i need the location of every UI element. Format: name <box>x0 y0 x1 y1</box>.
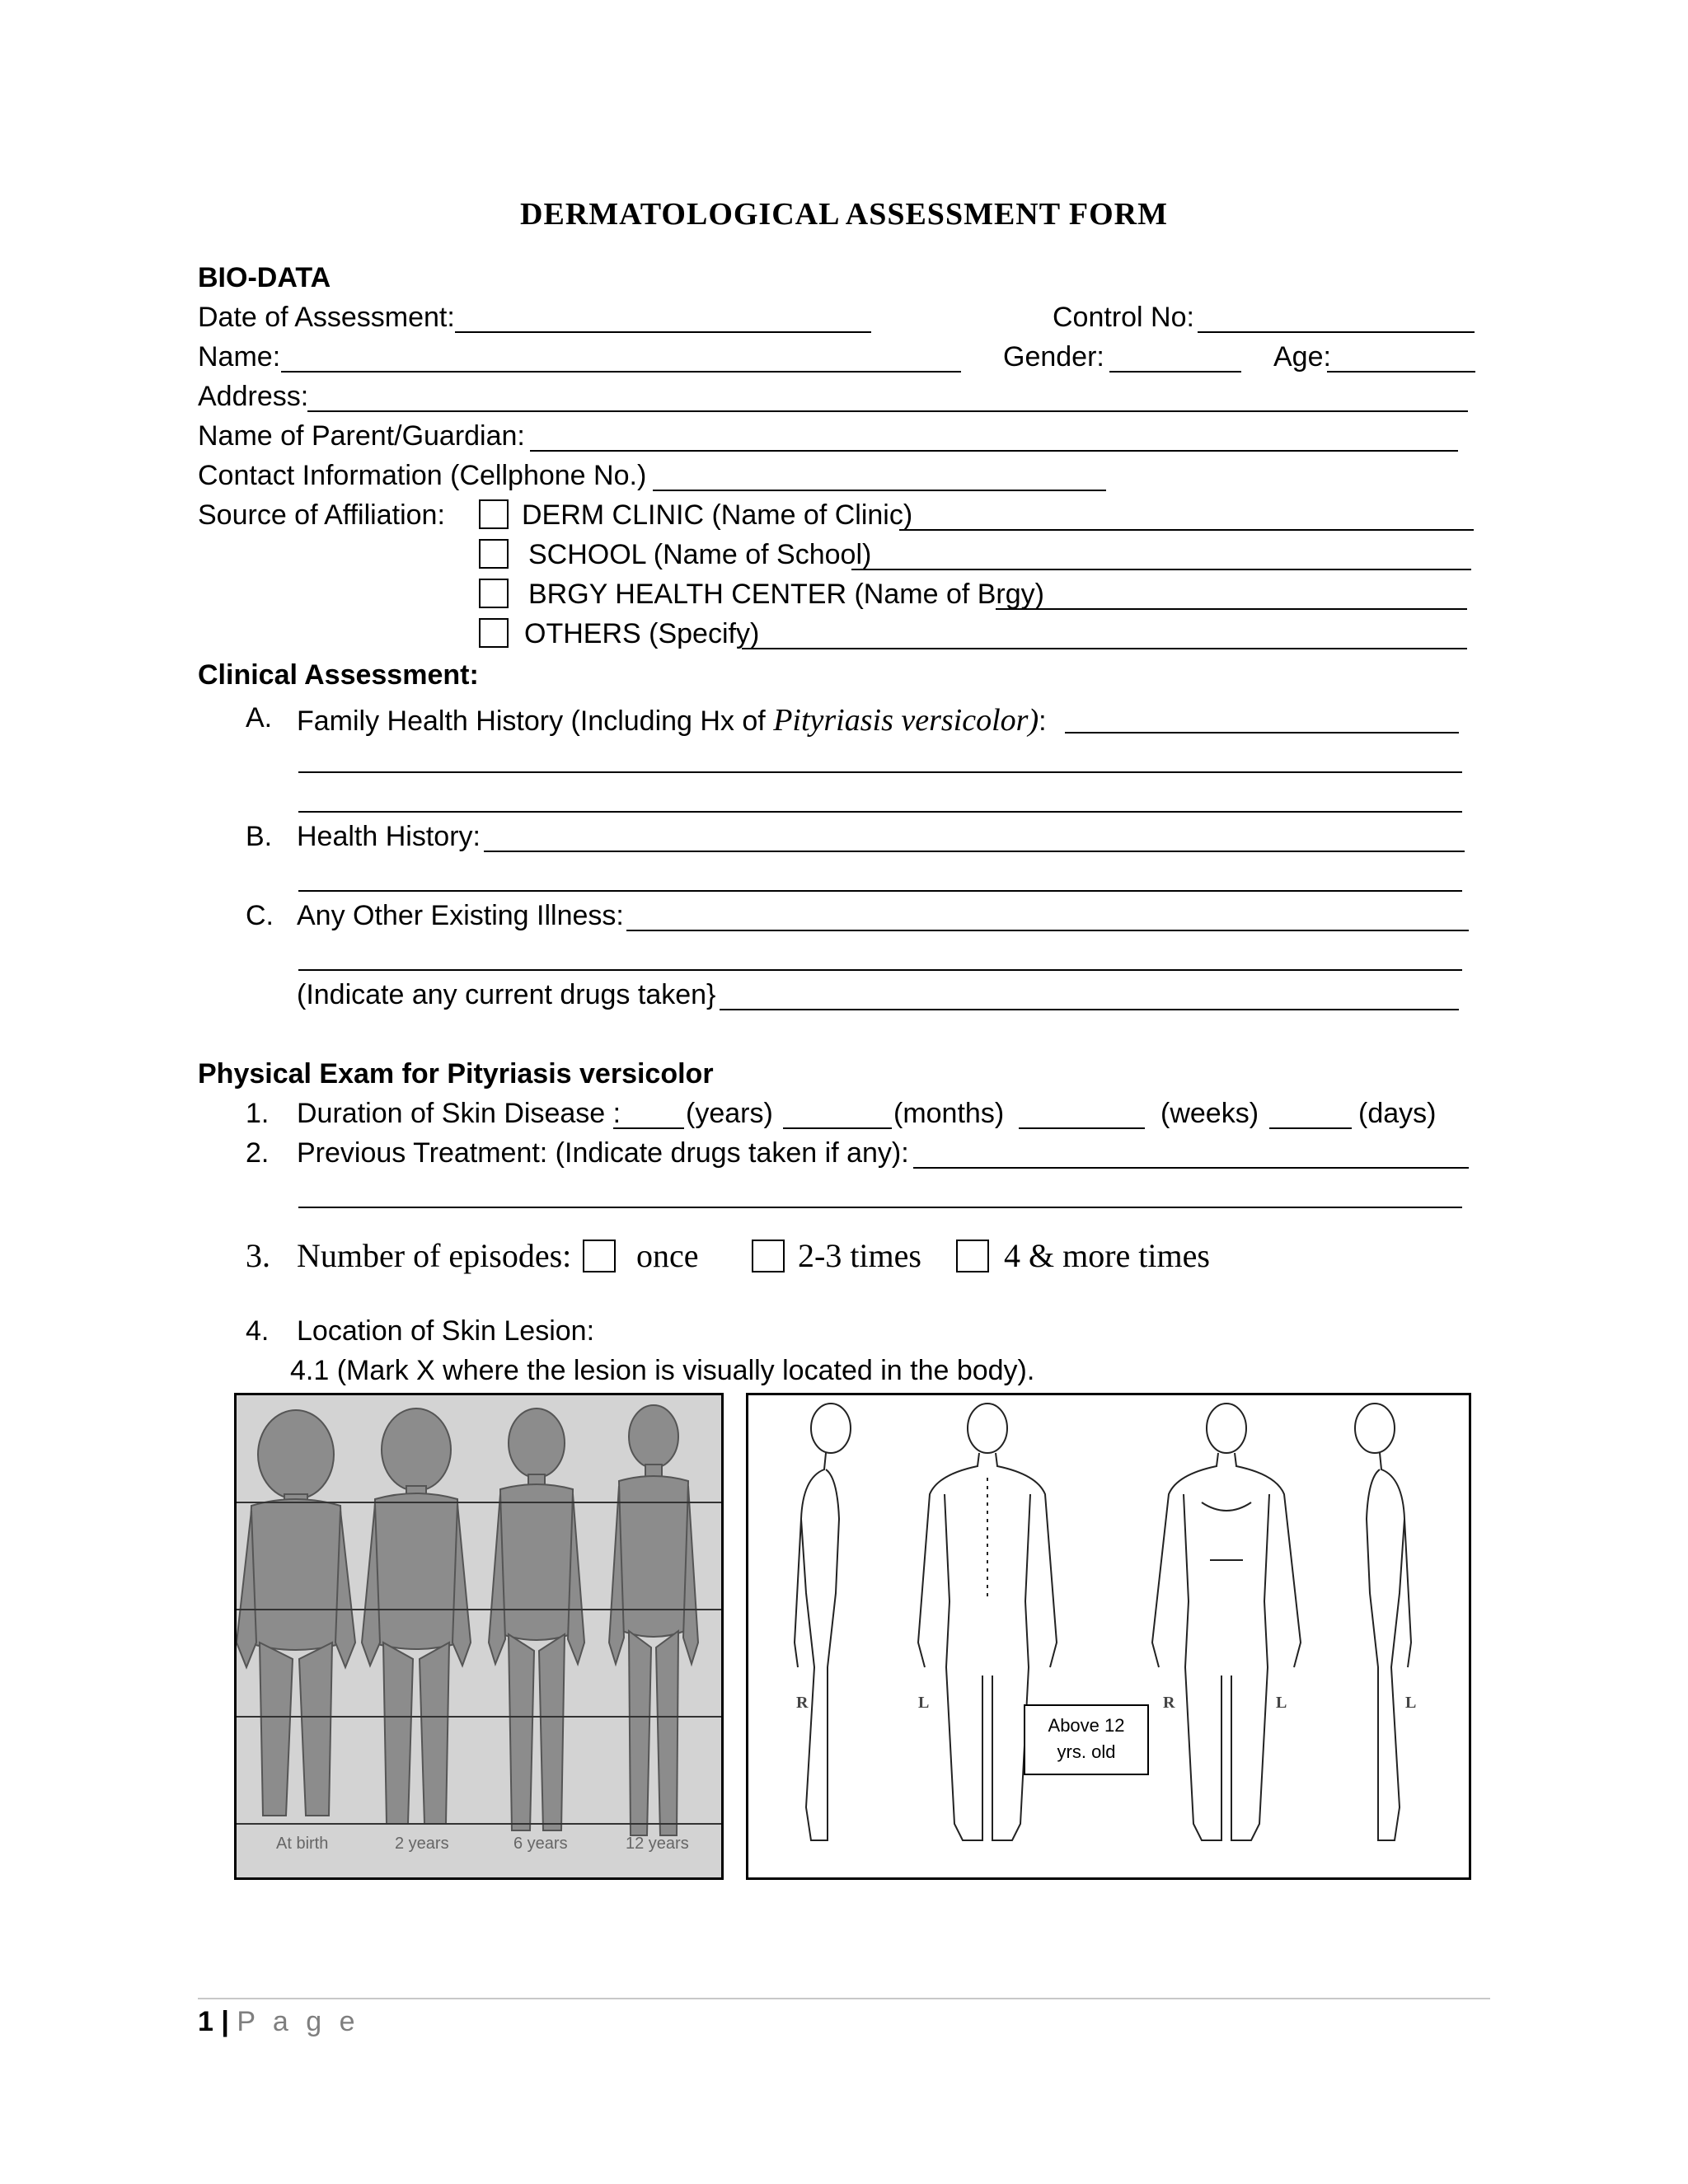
form-title: DERMATOLOGICAL ASSESSMENT FORM <box>520 197 1168 232</box>
derm-clinic-checkbox[interactable] <box>479 499 509 529</box>
page-separator: | <box>221 2006 229 2037</box>
child-body-illustration <box>237 1395 721 1877</box>
item-a-letter: A. <box>246 702 273 733</box>
episodes-once-label: once <box>636 1237 699 1274</box>
family-history-line-3[interactable] <box>298 811 1462 813</box>
family-history-field[interactable] <box>1065 732 1459 733</box>
source-label: Source of Affiliation: <box>198 499 445 531</box>
above-12-note: Above 12 yrs. old <box>1024 1704 1149 1775</box>
q4-number: 4. <box>246 1315 270 1347</box>
school-label: SCHOOL (Name of School) <box>528 539 872 570</box>
q2-number: 2. <box>246 1137 270 1169</box>
current-drugs-field[interactable] <box>720 1009 1459 1010</box>
family-history-line-2[interactable] <box>298 771 1462 773</box>
biodata-heading: BIO-DATA <box>198 262 331 293</box>
others-checkbox[interactable] <box>479 618 509 648</box>
mark-x-instruction: 4.1 (Mark X where the lesion is visually located in the body). <box>290 1355 1035 1386</box>
address-field[interactable] <box>307 410 1468 412</box>
brgy-field[interactable] <box>996 608 1467 610</box>
weeks-label: (weeks) <box>1160 1098 1259 1129</box>
health-history-label: Health History: <box>297 821 481 852</box>
age-label-2-years: 2 years <box>395 1835 449 1853</box>
days-label: (days) <box>1358 1098 1437 1129</box>
previous-treatment-field[interactable] <box>913 1167 1469 1169</box>
family-history-colon: : <box>1039 705 1047 737</box>
age-label-12-years: 12 years <box>626 1835 689 1853</box>
gender-label: Gender: <box>1003 341 1104 373</box>
control-field[interactable] <box>1198 331 1475 333</box>
previous-treatment-label: Previous Treatment: (Indicate drugs taken if any): <box>297 1137 909 1169</box>
item-b-letter: B. <box>246 821 273 852</box>
brgy-checkbox[interactable] <box>479 579 509 608</box>
mark-r-1: R <box>796 1694 809 1712</box>
page-footer <box>198 2006 359 2038</box>
days-field[interactable] <box>1269 1127 1352 1129</box>
episodes-once-checkbox[interactable] <box>583 1240 616 1272</box>
weeks-field[interactable] <box>1019 1127 1145 1129</box>
date-field[interactable] <box>455 331 871 333</box>
brgy-label: BRGY HEALTH CENTER (Name of Brgy) <box>528 579 1044 610</box>
page-word: P a g e <box>237 2006 360 2037</box>
others-field[interactable] <box>742 648 1467 649</box>
current-drugs-label: (Indicate any current drugs taken} <box>297 979 716 1010</box>
mark-l-1: L <box>918 1694 930 1712</box>
family-history-text: Family Health History (Including Hx of <box>297 705 774 737</box>
name-label: Name: <box>198 341 281 373</box>
item-c-letter: C. <box>246 900 274 931</box>
years-field[interactable] <box>613 1127 684 1129</box>
family-history-label <box>297 702 1047 738</box>
school-field[interactable] <box>851 569 1471 570</box>
health-history-field[interactable] <box>484 851 1465 852</box>
age-label-birth: At birth <box>276 1835 329 1853</box>
contact-label: Contact Information (Cellphone No.) <box>198 460 647 491</box>
child-body-chart[interactable] <box>234 1393 724 1880</box>
contact-field[interactable] <box>653 490 1106 491</box>
months-field[interactable] <box>783 1127 892 1129</box>
derm-clinic-field[interactable] <box>899 529 1474 531</box>
gender-field[interactable] <box>1109 371 1241 373</box>
control-label: Control No: <box>1053 302 1194 333</box>
derm-clinic-label: DERM CLINIC (Name of Clinic) <box>522 499 913 531</box>
parent-field[interactable] <box>530 450 1458 452</box>
months-label: (months) <box>893 1098 1005 1129</box>
age-label-6-years: 6 years <box>513 1835 568 1853</box>
years-label: (years) <box>686 1098 773 1129</box>
episodes-label: Number of episodes: <box>297 1237 572 1274</box>
age-field[interactable] <box>1327 371 1475 373</box>
clinical-heading: Clinical Assessment: <box>198 659 479 691</box>
mark-r-2: R <box>1163 1694 1175 1712</box>
duration-label: Duration of Skin Disease : <box>297 1098 621 1129</box>
adult-body-illustration <box>748 1395 1469 1877</box>
location-label: Location of Skin Lesion: <box>297 1315 595 1347</box>
mark-l-2: L <box>1276 1694 1287 1712</box>
pityriasis-italic: Pityriasis versicolor) <box>773 703 1039 738</box>
other-illness-label: Any Other Existing Illness: <box>297 900 624 931</box>
other-illness-line-2[interactable] <box>298 969 1462 971</box>
previous-treatment-line-2[interactable] <box>298 1207 1462 1208</box>
footer-divider <box>198 1998 1490 1999</box>
date-label: Date of Assessment: <box>198 302 455 333</box>
q3-number: 3. <box>246 1237 270 1274</box>
adult-body-chart[interactable] <box>746 1393 1471 1880</box>
school-checkbox[interactable] <box>479 539 509 569</box>
others-label: OTHERS (Specify) <box>524 618 760 649</box>
mark-l-3: L <box>1405 1694 1417 1712</box>
episodes-4-more-checkbox[interactable] <box>956 1240 989 1272</box>
address-label: Address: <box>198 381 309 412</box>
q1-number: 1. <box>246 1098 270 1129</box>
page-number: 1 <box>198 2006 213 2037</box>
name-field[interactable] <box>281 371 961 373</box>
health-history-line-2[interactable] <box>298 890 1462 892</box>
age-label: Age: <box>1273 341 1331 373</box>
other-illness-field[interactable] <box>626 930 1469 931</box>
physical-heading: Physical Exam for Pityriasis versicolor <box>198 1058 714 1090</box>
parent-label: Name of Parent/Guardian: <box>198 420 525 452</box>
episodes-2-3-checkbox[interactable] <box>752 1240 785 1272</box>
episodes-2-3-label: 2-3 times <box>798 1237 921 1274</box>
episodes-4-more-label: 4 & more times <box>1004 1237 1210 1274</box>
